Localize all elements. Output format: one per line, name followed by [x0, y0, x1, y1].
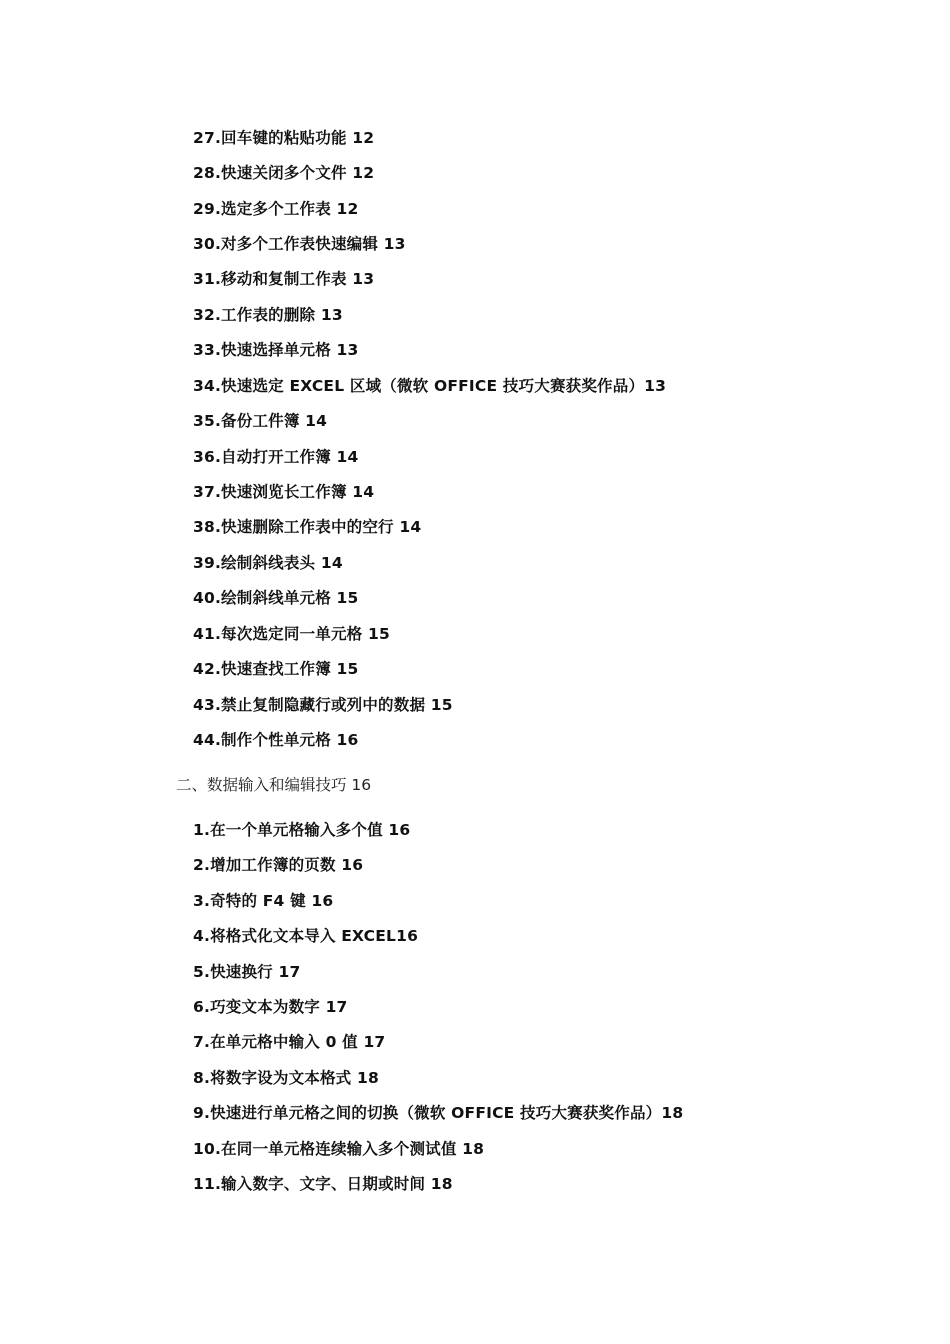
toc-item-31[interactable]: 31.移动和复制工作表 13 [193, 270, 375, 288]
toc-item-9[interactable]: 9.快速进行单元格之间的切换（微软 OFFICE 技巧大赛获奖作品）18 [193, 1104, 684, 1122]
toc-item-42[interactable]: 42.快速查找工作簿 15 [193, 660, 359, 678]
toc-item-8[interactable]: 8.将数字设为文本格式 18 [193, 1069, 379, 1087]
toc-item-6[interactable]: 6.巧变文本为数字 17 [193, 998, 348, 1016]
toc-item-34[interactable]: 34.快速选定 EXCEL 区域（微软 OFFICE 技巧大赛获奖作品）13 [193, 377, 667, 395]
toc-item-43[interactable]: 43.禁止复制隐藏行或列中的数据 15 [193, 696, 453, 714]
toc-item-40[interactable]: 40.绘制斜线单元格 15 [193, 589, 359, 607]
toc-item-39[interactable]: 39.绘制斜线表头 14 [193, 554, 343, 572]
toc-item-29[interactable]: 29.选定多个工作表 12 [193, 200, 359, 218]
toc-item-11[interactable]: 11.输入数字、文字、日期或时间 18 [193, 1175, 453, 1193]
toc-item-32[interactable]: 32.工作表的删除 13 [193, 306, 343, 324]
toc-item-2[interactable]: 2.增加工作簿的页数 16 [193, 856, 364, 874]
toc-item-7[interactable]: 7.在单元格中输入 0 值 17 [193, 1033, 386, 1051]
toc-item-41[interactable]: 41.每次选定同一单元格 15 [193, 625, 390, 643]
toc-item-38[interactable]: 38.快速删除工作表中的空行 14 [193, 518, 422, 536]
toc-item-10[interactable]: 10.在同一单元格连续输入多个测试值 18 [193, 1140, 485, 1158]
toc-item-36[interactable]: 36.自动打开工作簿 14 [193, 448, 359, 466]
toc-item-1[interactable]: 1.在一个单元格输入多个值 16 [193, 821, 411, 839]
toc-item-5[interactable]: 5.快速换行 17 [193, 963, 301, 981]
toc-item-4[interactable]: 4.将格式化文本导入 EXCEL16 [193, 927, 419, 945]
toc-item-27[interactable]: 27.回车键的粘贴功能 12 [193, 129, 375, 147]
toc-item-28[interactable]: 28.快速关闭多个文件 12 [193, 164, 375, 182]
toc-section-heading[interactable]: 二、数据输入和编辑技巧 16 [176, 776, 372, 794]
toc-item-37[interactable]: 37.快速浏览长工作簿 14 [193, 483, 375, 501]
toc-item-3[interactable]: 3.奇特的 F4 键 16 [193, 892, 334, 910]
toc-item-30[interactable]: 30.对多个工作表快速编辑 13 [193, 235, 406, 253]
toc-item-33[interactable]: 33.快速选择单元格 13 [193, 341, 359, 359]
toc-item-44[interactable]: 44.制作个性单元格 16 [193, 731, 359, 749]
toc-item-35[interactable]: 35.备份工件簿 14 [193, 412, 328, 430]
